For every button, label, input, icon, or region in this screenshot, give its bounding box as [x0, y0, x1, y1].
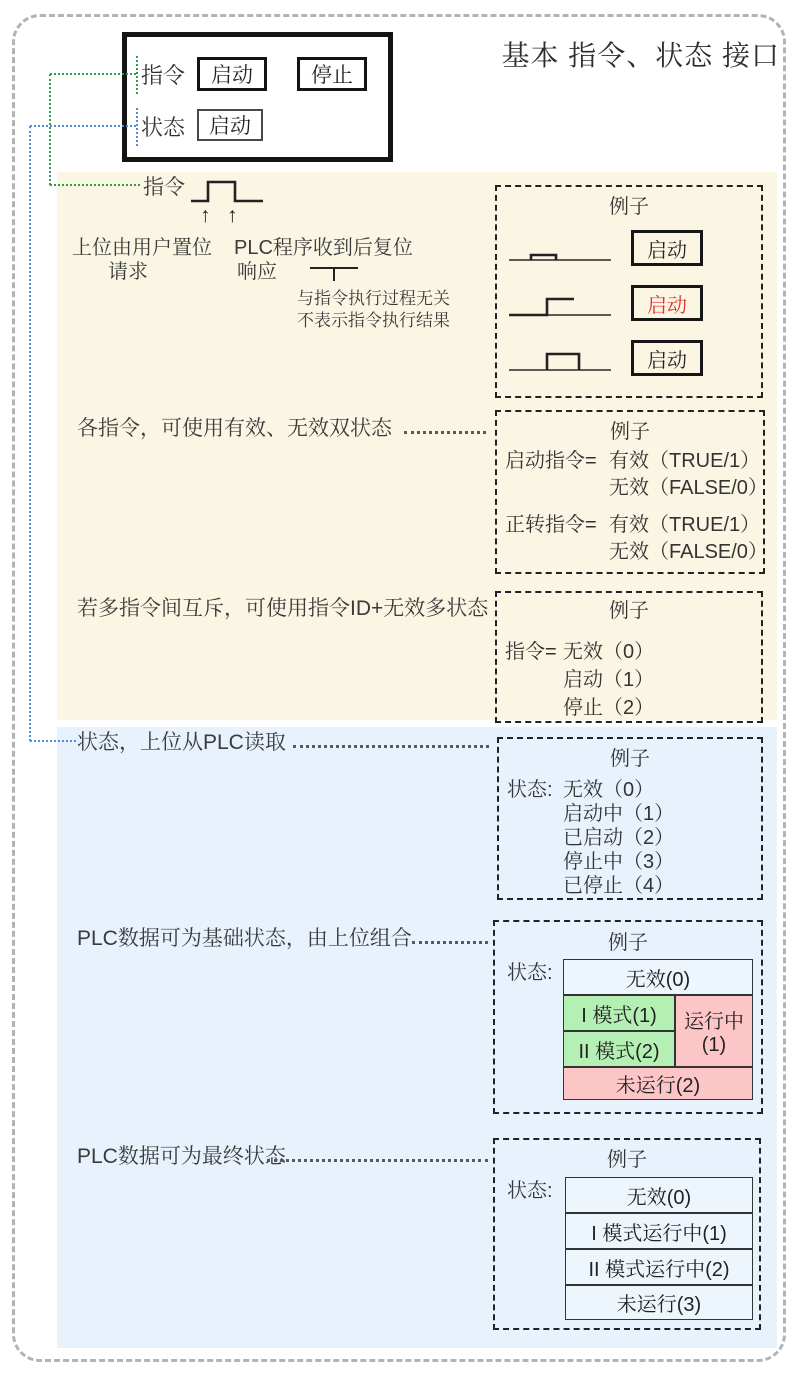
dual-group2-label: 正转指令= [505, 514, 597, 536]
final-state-row: 未运行(3) [565, 1285, 753, 1320]
state-cell-mode1: I 模式(1) [563, 995, 675, 1031]
set-note-line1: 上位由用户置位 [72, 237, 212, 259]
command-connector-bottom [50, 184, 140, 186]
waveform-pulse-icon [509, 349, 615, 375]
dual-group2-line1: 有效（TRUE/1） [609, 514, 761, 536]
command-connector-vertical [49, 74, 51, 185]
final-state-label: 状态: [507, 1180, 553, 1202]
example-start-button-3: 启动 [631, 340, 703, 376]
basic-state-text: PLC数据可为基础状态，由上位组合 [77, 927, 412, 950]
command-connector-top [50, 73, 136, 75]
aside-note-line2: 不表示指令执行结果 [297, 311, 450, 330]
status-connector-top [30, 125, 136, 127]
status-connector-bottom [30, 740, 76, 742]
state-cell-running-line1: 运行中 [684, 1011, 744, 1033]
example-box-multi-state [495, 591, 763, 723]
example-title: 例子 [610, 748, 650, 770]
final-state-table [565, 1177, 753, 1320]
status-line: 停止中（3） [563, 851, 675, 873]
hmi-status-label: 状态 [141, 115, 186, 140]
example-title: 例子 [608, 932, 648, 954]
status-connector-vertical [29, 126, 31, 741]
example-title: 例子 [610, 421, 650, 443]
dual-group1-line1: 有效（TRUE/1） [609, 450, 761, 472]
example-box-dual-state [495, 410, 768, 574]
status-indicator: 启动 [197, 109, 263, 141]
final-state-row: 无效(0) [565, 1177, 753, 1213]
basic-state-leader-dots [412, 941, 488, 944]
state-cell-notrun: 未运行(2) [563, 1067, 753, 1100]
dual-group1-line2: 无效（FALSE/0） [609, 477, 768, 499]
multi-state-line: 无效（0） [563, 641, 655, 663]
start-button[interactable]: 启动 [197, 57, 267, 91]
reset-note-line1: PLC程序收到后复位 [234, 237, 413, 259]
dual-group1-label: 启动指令= [505, 450, 597, 472]
command-pulse-waveform-icon [189, 176, 267, 204]
multi-state-line: 启动（1） [563, 669, 655, 691]
state-cell-running [675, 995, 753, 1067]
state-cell-running-line2: (1) [701, 1034, 727, 1056]
hmi-command-label: 指令 [141, 63, 186, 88]
multi-state-label: 指令= [505, 641, 557, 663]
waveform-step-icon [509, 294, 615, 320]
rising-edge-arrow-icon: ↑ [200, 204, 211, 227]
final-state-row: I 模式运行中(1) [565, 1213, 753, 1249]
status-line: 启动中（1） [563, 803, 675, 825]
status-label: 状态: [507, 779, 553, 801]
example-box-status [497, 737, 763, 900]
hmi-window [122, 32, 393, 162]
basic-state-table [563, 959, 753, 1100]
reset-note-line2: 响应 [237, 261, 277, 283]
example-box-basic-state [493, 920, 763, 1114]
status-connector-tick [136, 108, 138, 146]
multi-state-line: 停止（2） [563, 697, 655, 719]
example-start-button-2-active: 启动 [631, 285, 703, 321]
final-state-leader-dots [267, 1159, 488, 1162]
reference-bracket-stem [333, 267, 335, 281]
falling-edge-arrow-icon: ↑ [227, 204, 238, 227]
command-connector-tick [136, 56, 138, 94]
status-line: 已启动（2） [563, 827, 675, 849]
state-cell-invalid: 无效(0) [563, 959, 753, 995]
dual-group2-line2: 无效（FALSE/0） [609, 541, 768, 563]
set-note-line2: 请求 [108, 261, 148, 283]
multi-state-text: 若多指令间互斥，可使用指令ID+无效多状态 [77, 597, 489, 620]
example-start-button-1: 启动 [631, 230, 703, 266]
example-title: 例子 [607, 1149, 647, 1171]
state-cell-mode2: II 模式(2) [563, 1031, 675, 1067]
example-box-final-state [493, 1138, 761, 1330]
example-title: 例子 [609, 196, 649, 218]
status-read-text: 状态，上位从PLC读取 [77, 731, 286, 754]
status-line: 已停止（4） [563, 875, 675, 897]
stop-button[interactable]: 停止 [297, 57, 367, 91]
pulse-signal-label: 指令 [143, 176, 185, 199]
example-title: 例子 [609, 600, 649, 622]
final-state-text: PLC数据可为最终状态 [77, 1145, 286, 1168]
dual-state-leader-dots [404, 431, 486, 434]
status-line: 无效（0） [563, 779, 655, 801]
page-title: 基本 指令、状态 接口 [501, 40, 780, 71]
example-box-pulse [495, 185, 763, 398]
dual-state-text: 各指令，可使用有效、无效双状态 [77, 417, 392, 440]
status-read-leader-dots [293, 745, 489, 748]
aside-note-line1: 与指令执行过程无关 [297, 289, 450, 308]
basic-state-label: 状态: [507, 962, 553, 984]
waveform-blip-icon [509, 239, 615, 265]
final-state-row: II 模式运行中(2) [565, 1249, 753, 1285]
